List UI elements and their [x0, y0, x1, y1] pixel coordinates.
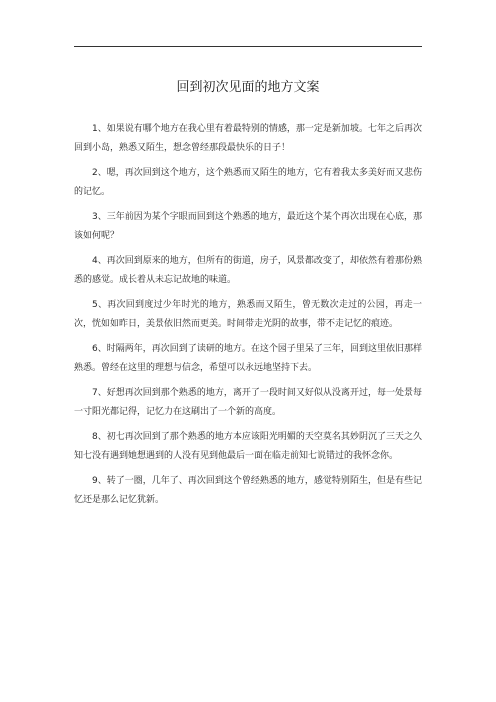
paragraph-4: 4、再次回到原来的地方，但所有的街道，房子，风景都改变了，却依然有着那份熟悉的感觉。成长着从未忘记故地的味道。 [74, 256, 422, 285]
paragraph-9: 9、转了一圈，几年了、再次回到这个曾经熟悉的地方，感觉特别陌生，但是有些记忆还是那么记忆犹新。 [74, 476, 422, 505]
paragraph-7: 7、好想再次回到那个熟悉的地方，离开了一段时间又好似从没离开过，每一处景每一寸阳光都记得，记忆力在这刷出了一个新的高度。 [74, 388, 422, 417]
document-title: 回到初次见面的地方文案 [176, 80, 320, 95]
header-rule [74, 46, 422, 47]
paragraph-6: 6、时隔两年，再次回到了读研的地方。在这个园子里呆了三年，回到这里依旧那样熟悉。曾经在这里的理想与信念，希望可以永远地坚持下去。 [74, 344, 422, 373]
paragraph-1: 1、如果说有哪个地方在我心里有着最特别的情感，那一定是新加坡。七年之后再次回到小岛，熟悉又陌生，想念曾经那段最快乐的日子！ [74, 124, 422, 153]
document-body [74, 120, 422, 516]
paragraph-8: 8、初七再次回到了那个熟悉的地方本应该阳光明媚的天空莫名其妙阴沉了三天之久知七没有遇到她想遇到的人没有见到他最后一面在临走前知七说错过的我怀念你。 [74, 432, 422, 461]
paragraph-3: 3、三年前因为某个字眼而回到这个熟悉的地方，最近这个某个再次出现在心底，那该如何呢？ [74, 212, 422, 241]
paragraph-2: 2、嗯，再次回到这个地方，这个熟悉而又陌生的地方，它有着我太多美好而又悲伤的记忆。 [74, 168, 422, 197]
paragraph-5: 5、再次回到度过少年时光的地方，熟悉而又陌生，曾无数次走过的公园，再走一次，恍如如昨日，美景依旧然而更美。时间带走光阴的故事，带不走记忆的痕迹。 [74, 300, 422, 329]
